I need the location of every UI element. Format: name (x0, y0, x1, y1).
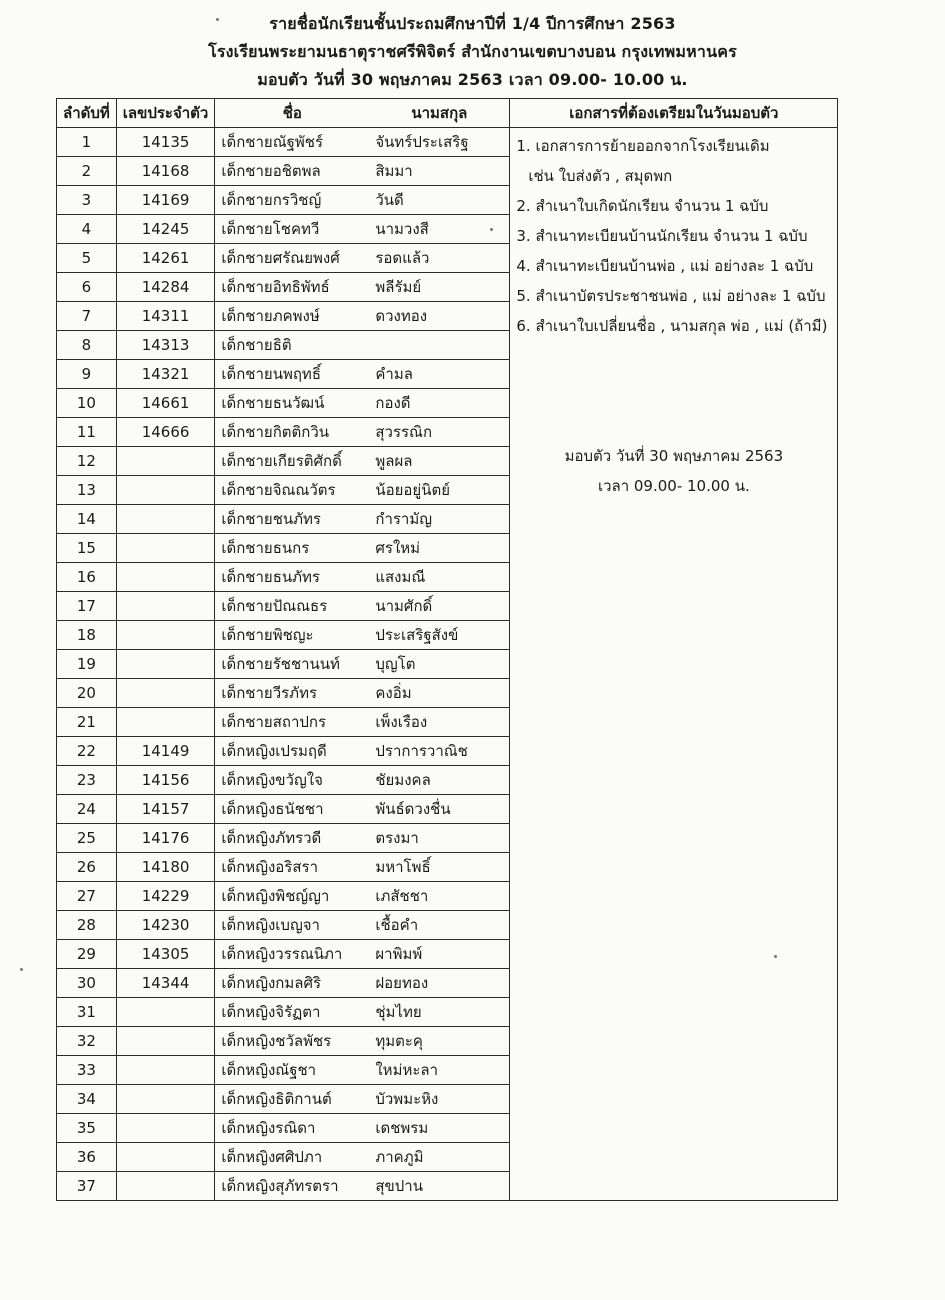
student-last-name: ภาคภูมิ (369, 1143, 510, 1172)
student-first-name: เด็กชายกรวิชญ์ (215, 186, 370, 215)
student-first-name: เด็กหญิงธิติกานต์ (215, 1085, 370, 1114)
student-last-name (369, 331, 510, 360)
student-id: 14149 (116, 737, 215, 766)
student-no: 31 (57, 998, 117, 1027)
student-id: 14311 (116, 302, 215, 331)
student-id (116, 476, 215, 505)
document-header (0, 10, 945, 94)
student-id: 14169 (116, 186, 215, 215)
student-last-name: มหาโพธิ์ (369, 853, 510, 882)
student-id: 14230 (116, 911, 215, 940)
student-last-name: แสงมณี (369, 563, 510, 592)
student-first-name: เด็กชายโชคทวี (215, 215, 370, 244)
student-last-name: จันทร์ประเสริฐ (369, 128, 510, 157)
document-item: 2. สำเนาใบเกิดนักเรียน จำนวน 1 ฉบับ (516, 197, 769, 215)
student-id (116, 1114, 215, 1143)
student-first-name: เด็กชายนพฤทธิ์ (215, 360, 370, 389)
student-no: 25 (57, 824, 117, 853)
student-first-name: เด็กหญิงพิชญ์ญา (215, 882, 370, 911)
student-first-name: เด็กหญิงศศิปภา (215, 1143, 370, 1172)
student-no: 17 (57, 592, 117, 621)
student-first-name: เด็กหญิงขวัญใจ (215, 766, 370, 795)
header-school: โรงเรียนพระยามนธาตุราชศรีพิจิตร์ สำนักงานเขตบางบอน กรุงเทพมหานคร (208, 42, 737, 61)
student-id (116, 708, 215, 737)
student-id (116, 563, 215, 592)
student-last-name: บัวพมะหิง (369, 1085, 510, 1114)
student-last-name: พูลผล (369, 447, 510, 476)
col-header-last-name: นามสกุล (369, 99, 510, 128)
student-id (116, 650, 215, 679)
student-first-name: เด็กชายพิชญะ (215, 621, 370, 650)
student-id (116, 1056, 215, 1085)
student-last-name: สุวรรณิก (369, 418, 510, 447)
student-first-name: เด็กชายจิณณวัตร (215, 476, 370, 505)
student-first-name: เด็กชายเกียรติศักดิ์ (215, 447, 370, 476)
student-first-name: เด็กชายปัณณธร (215, 592, 370, 621)
handover-date: มอบตัว วันที่ 30 พฤษภาคม 2563 (564, 447, 784, 465)
student-id: 14313 (116, 331, 215, 360)
student-no: 27 (57, 882, 117, 911)
student-no: 1 (57, 128, 117, 157)
student-id: 14156 (116, 766, 215, 795)
documents-cell (510, 128, 838, 1201)
student-last-name: บุญโต (369, 650, 510, 679)
student-no: 20 (57, 679, 117, 708)
student-no: 37 (57, 1172, 117, 1201)
student-first-name: เด็กชายอชิตพล (215, 157, 370, 186)
student-last-name: ปราการวาณิช (369, 737, 510, 766)
student-first-name: เด็กหญิงสุภัทรตรา (215, 1172, 370, 1201)
document-item: 5. สำเนาบัตรประชาชนพ่อ , แม่ อย่างละ 1 ฉบับ (516, 287, 826, 305)
student-no: 33 (57, 1056, 117, 1085)
student-first-name: เด็กชายชนภัทร (215, 505, 370, 534)
col-header-no: ลำดับที่ (57, 99, 117, 128)
student-first-name: เด็กชายธนภัทร (215, 563, 370, 592)
table-header-row (57, 99, 838, 128)
student-id: 14157 (116, 795, 215, 824)
student-no: 22 (57, 737, 117, 766)
student-first-name: เด็กชายศรัณยพงศ์ (215, 244, 370, 273)
student-no: 7 (57, 302, 117, 331)
student-first-name: เด็กชายวีรภัทร (215, 679, 370, 708)
student-no: 10 (57, 389, 117, 418)
student-first-name: เด็กหญิงเบญจา (215, 911, 370, 940)
student-first-name: เด็กชายสถาปกร (215, 708, 370, 737)
student-id: 14229 (116, 882, 215, 911)
student-first-name: เด็กหญิงภัทรวดี (215, 824, 370, 853)
student-no: 13 (57, 476, 117, 505)
student-no: 32 (57, 1027, 117, 1056)
student-no: 36 (57, 1143, 117, 1172)
student-no: 14 (57, 505, 117, 534)
student-no: 28 (57, 911, 117, 940)
student-last-name: พันธ์ดวงชื่น (369, 795, 510, 824)
student-id: 14661 (116, 389, 215, 418)
student-id: 14344 (116, 969, 215, 998)
student-last-name: เภสัชชา (369, 882, 510, 911)
student-last-name: เพ็งเรือง (369, 708, 510, 737)
handover-time: เวลา 09.00- 10.00 น. (597, 477, 750, 495)
scan-speck (774, 955, 777, 958)
student-id (116, 534, 215, 563)
student-no: 12 (57, 447, 117, 476)
col-header-id: เลขประจำตัว (116, 99, 215, 128)
student-no: 19 (57, 650, 117, 679)
student-id: 14666 (116, 418, 215, 447)
student-no: 11 (57, 418, 117, 447)
student-last-name: ผาพิมพ์ (369, 940, 510, 969)
student-id (116, 1172, 215, 1201)
student-no: 26 (57, 853, 117, 882)
student-first-name: เด็กชายธนกร (215, 534, 370, 563)
student-last-name: ศรใหม่ (369, 534, 510, 563)
student-no: 16 (57, 563, 117, 592)
student-id: 14168 (116, 157, 215, 186)
scan-speck (20, 968, 23, 971)
student-last-name: กำรามัญ (369, 505, 510, 534)
student-id (116, 1027, 215, 1056)
student-no: 5 (57, 244, 117, 273)
student-last-name: นามวงสี (369, 215, 510, 244)
student-id: 14261 (116, 244, 215, 273)
col-header-documents: เอกสารที่ต้องเตรียมในวันมอบตัว (510, 99, 838, 128)
student-id (116, 679, 215, 708)
student-last-name: น้อยอยู่นิตย์ (369, 476, 510, 505)
student-id: 14321 (116, 360, 215, 389)
student-last-name: ดวงทอง (369, 302, 510, 331)
student-no: 35 (57, 1114, 117, 1143)
student-first-name: เด็กหญิงวรรณนิภา (215, 940, 370, 969)
student-no: 4 (57, 215, 117, 244)
student-first-name: เด็กชายรัชชานนท์ (215, 650, 370, 679)
document-item: 6. สำเนาใบเปลี่ยนชื่อ , นามสกุล พ่อ , แม่ (ถ้ามี) (516, 317, 828, 335)
student-last-name: พลีรัมย์ (369, 273, 510, 302)
student-no: 18 (57, 621, 117, 650)
student-no: 30 (57, 969, 117, 998)
student-first-name: เด็กชายณัฐพัชร์ (215, 128, 370, 157)
student-last-name: ฝอยทอง (369, 969, 510, 998)
student-no: 24 (57, 795, 117, 824)
student-last-name: สิมมา (369, 157, 510, 186)
student-last-name: เชื้อคำ (369, 911, 510, 940)
student-id (116, 592, 215, 621)
student-first-name: เด็กหญิงรณิดา (215, 1114, 370, 1143)
document-item: 4. สำเนาทะเบียนบ้านพ่อ , แม่ อย่างละ 1 ฉบับ (516, 257, 814, 275)
student-first-name: เด็กหญิงณัฐชา (215, 1056, 370, 1085)
student-roster-table (56, 98, 838, 1201)
student-first-name: เด็กชายภคพงษ์ (215, 302, 370, 331)
student-id: 14245 (116, 215, 215, 244)
student-id (116, 998, 215, 1027)
student-id: 14180 (116, 853, 215, 882)
student-first-name: เด็กหญิงอริสรา (215, 853, 370, 882)
student-id (116, 1143, 215, 1172)
student-no: 23 (57, 766, 117, 795)
student-no: 6 (57, 273, 117, 302)
student-last-name: ทุมตะคุ (369, 1027, 510, 1056)
student-last-name: กองดี (369, 389, 510, 418)
handover-note (516, 441, 831, 501)
student-last-name: สุขปาน (369, 1172, 510, 1201)
student-no: 15 (57, 534, 117, 563)
student-id (116, 1085, 215, 1114)
student-no: 9 (57, 360, 117, 389)
student-last-name: ประเสริฐสังข์ (369, 621, 510, 650)
student-id (116, 621, 215, 650)
student-id: 14135 (116, 128, 215, 157)
document-item: 3. สำเนาทะเบียนบ้านนักเรียน จำนวน 1 ฉบับ (516, 227, 808, 245)
student-first-name: เด็กหญิงชวัลพัชร (215, 1027, 370, 1056)
student-no: 21 (57, 708, 117, 737)
student-first-name: เด็กหญิงจิรัฏตา (215, 998, 370, 1027)
student-first-name: เด็กชายกิตติกวิน (215, 418, 370, 447)
student-last-name: ตรงมา (369, 824, 510, 853)
student-last-name: รอดแล้ว (369, 244, 510, 273)
student-last-name: นามศักดิ์ (369, 592, 510, 621)
student-first-name: เด็กหญิงธนัชชา (215, 795, 370, 824)
student-no: 3 (57, 186, 117, 215)
student-id: 14176 (116, 824, 215, 853)
scan-speck (490, 228, 493, 231)
student-id (116, 447, 215, 476)
student-first-name: เด็กชายธิติ (215, 331, 370, 360)
document-item: เช่น ใบส่งตัว , สมุดพก (528, 167, 673, 185)
student-last-name: ชัยมงคล (369, 766, 510, 795)
roster-body (57, 128, 838, 1201)
header-handover-time: มอบตัว วันที่ 30 พฤษภาคม 2563 เวลา 09.00- 10.00 น. (257, 70, 688, 89)
student-last-name: ชุ่มไทย (369, 998, 510, 1027)
student-no: 29 (57, 940, 117, 969)
student-no: 34 (57, 1085, 117, 1114)
scan-speck (216, 18, 219, 21)
documents-list (516, 128, 831, 501)
student-last-name: คงอิ่ม (369, 679, 510, 708)
table-row (57, 128, 838, 157)
student-first-name: เด็กหญิงเปรมฤดี (215, 737, 370, 766)
student-id: 14305 (116, 940, 215, 969)
student-last-name: ใหม่หะลา (369, 1056, 510, 1085)
student-first-name: เด็กชายธนวัฒน์ (215, 389, 370, 418)
student-first-name: เด็กชายอิทธิพัทธ์ (215, 273, 370, 302)
student-id (116, 505, 215, 534)
col-header-first-name: ชื่อ (215, 99, 370, 128)
student-last-name: คำมล (369, 360, 510, 389)
student-last-name: เดชพรม (369, 1114, 510, 1143)
student-no: 2 (57, 157, 117, 186)
student-last-name: วันดี (369, 186, 510, 215)
student-id: 14284 (116, 273, 215, 302)
document-item: 1. เอกสารการย้ายออกจากโรงเรียนเดิม (516, 137, 770, 155)
header-title: รายชื่อนักเรียนชั้นประถมศึกษาปีที่ 1/4 ปีการศึกษา 2563 (269, 14, 676, 33)
student-first-name: เด็กหญิงกมลศิริ (215, 969, 370, 998)
student-no: 8 (57, 331, 117, 360)
